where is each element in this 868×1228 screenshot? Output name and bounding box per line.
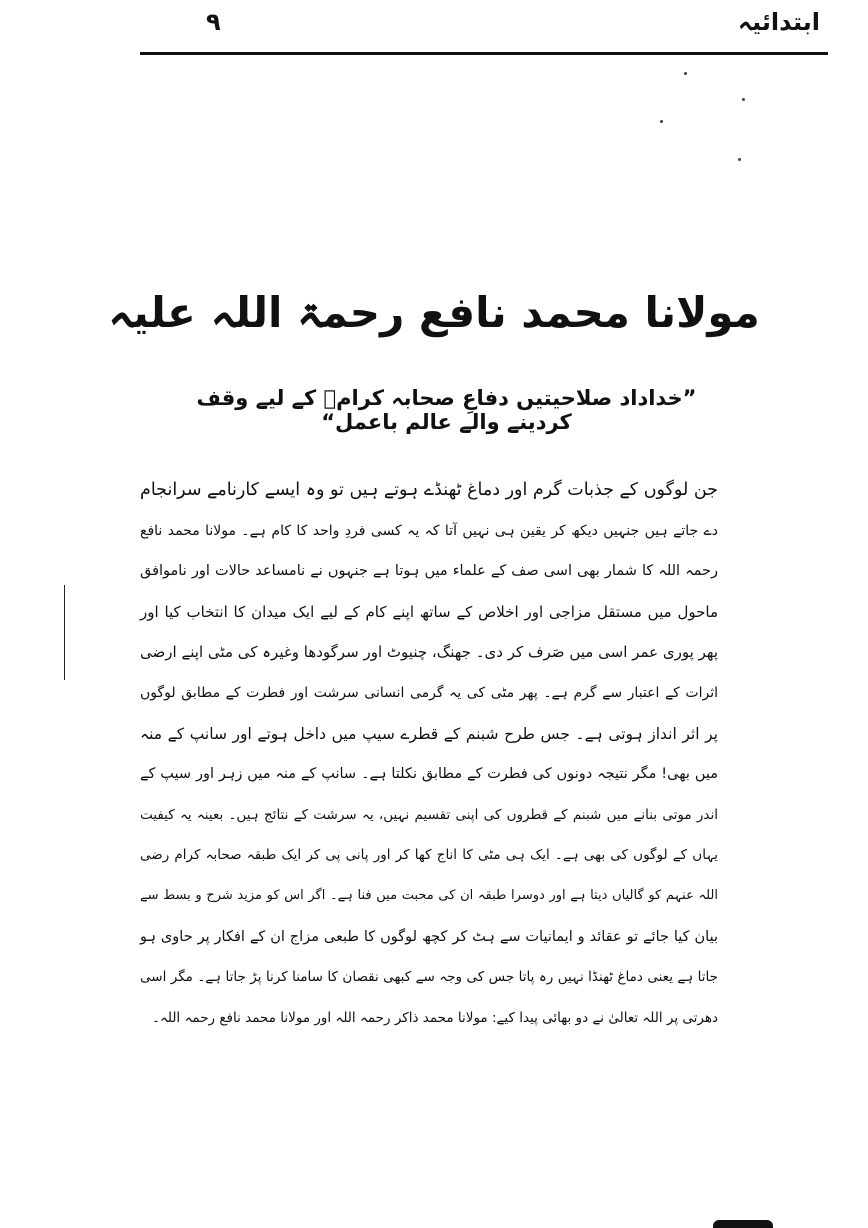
text-line: پر اثر انداز ہوتی ہے۔ جس طرح شبنم کے قطرے سیپ میں داخل ہوتے اور سانپ کے منہ	[140, 724, 718, 743]
text-line: بیان کیا جائے تو عقائد و ایمانیات سے ہٹ کر کچھ لوگوں کا طبعی مزاج ان کے افکار پر حاوی ہو	[140, 928, 718, 945]
margin-line	[64, 585, 65, 680]
scan-speck	[660, 120, 663, 123]
chapter-title: مولانا محمد نافع رحمۃ اللہ علیہ	[108, 288, 760, 337]
text-line: جاتا ہے یعنی دماغ ٹھنڈا نہیں رہ پاتا جس کی وجہ سے کبھی نقصان کا سامنا کرنا پڑ جاتا ہے۔ مگر اسی	[140, 969, 718, 986]
header-rule	[140, 52, 828, 55]
text-line: اللہ عنہم کو گالیاں دیتا ہے اور دوسرا طبقہ ان کی محبت میں فنا ہے۔ اگر اس کو مزید شرح و بسط سے	[140, 887, 718, 903]
text-line: اثرات کے اعتبار سے گرم ہے۔ پھر مٹی کی یہ گرمی انسانی سرشت اور فطرت کے مطابق لوگوں	[140, 684, 718, 701]
text-line: اندر موتی بنانے میں شبنم کے قطروں کی اپنی تقسیم نہیں، یہ سرشت کے نتائج ہیں۔ بعینہ یہ کیفیت	[140, 806, 718, 823]
running-header	[140, 8, 828, 48]
page-number: ۹	[206, 8, 221, 36]
text-line: رحمہ اللہ کا شمار بھی اسی صف کے علماء میں ہوتا ہے جنہوں نے نامساعد حالات اور ناموافق	[140, 563, 718, 580]
body-paragraph	[140, 470, 718, 1038]
scan-speck	[742, 98, 745, 101]
scan-edge-mark	[713, 1220, 773, 1228]
text-line: پھر پوری عمر اسی میں صَرف کر دی۔ جھنگ، چنیوٹ اور سرگودھا وغیرہ کی مٹی اپنے ارضی	[140, 643, 718, 662]
text-line: یہاں کے لوگوں کی بھی ہے۔ ایک ہی مٹی کا اناج کھا کر اور پانی پی کر ایک طبقہ صحابہ کرام رضی	[140, 847, 718, 864]
text-line: جن لوگوں کے جذبات گرم اور دماغ ٹھنڈے ہوتے ہیں تو وہ ایسے کارنامے سرانجام	[139, 480, 718, 500]
text-line: دھرتی پر اللہ تعالیٰ نے دو بھائی پیدا کیے: مولانا محمد ذاکر رحمہ اللہ اور مولانا محمد نافع رحمہ اللہ۔	[152, 1009, 718, 1026]
chapter-subtitle: ”خداداد صلاحیتیں دفاعِ صحابہ کرامؓ کے لیے وقف کردینے والے عالم باعمل“	[196, 386, 697, 434]
text-line: دے جاتے ہیں جنہیں دیکھ کر یقین ہی نہیں آتا کہ یہ کسی فردِ واحد کا کام ہے۔ مولانا محمد نافع	[140, 522, 718, 539]
text-line: ماحول میں مستقل مزاجی اور اخلاص کے ساتھ اپنے کام کے لیے ایک میدان کا انتخاب کیا اور	[140, 602, 718, 621]
text-line: میں بھی! مگر نتیجہ دونوں کی فطرت کے مطابق نکلتا ہے۔ سانپ کے منہ میں زہر اور سیپ کے	[140, 766, 718, 783]
scan-speck	[738, 158, 741, 161]
running-title: ابتدائیہ	[738, 8, 820, 36]
scan-speck	[684, 72, 687, 75]
